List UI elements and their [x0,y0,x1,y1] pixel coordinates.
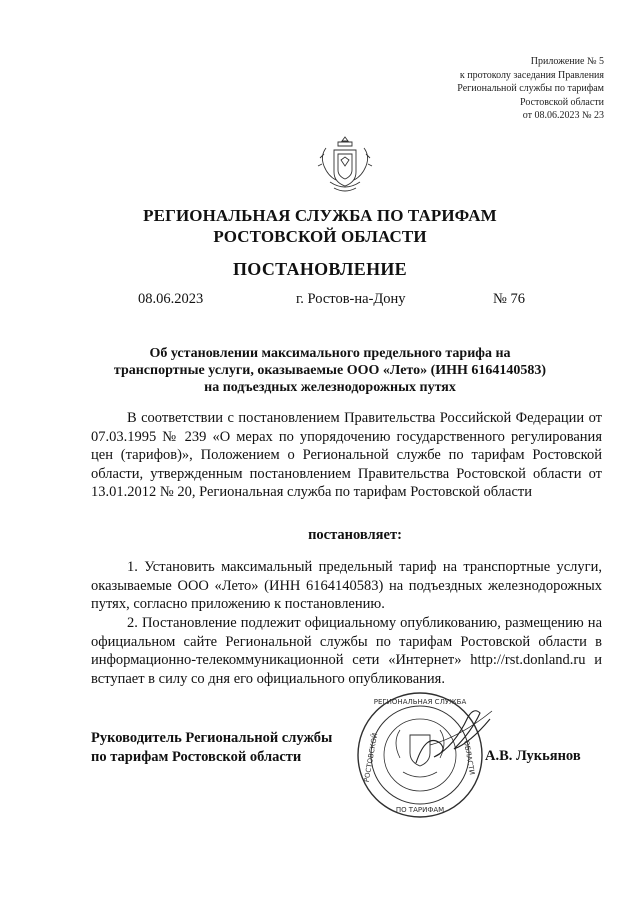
decree-word: постановляет: [308,527,402,543]
title-line: на подъездных железнодорожных путях [204,380,456,395]
document-city: г. Ростов-на-Дону [296,291,406,307]
signatory-position [91,729,332,767]
appendix-line: Ростовской области [520,96,604,108]
decree-item-2: 2. Постановление подлежит официальному опубликованию, размещению на официальном сайте Региональной службы по тарифам Ростовской области в информационно-телекоммуникационной сети «Интернет» http://rst.donland.ru и вступает в силу со дня его официального опубликования. [91,615,602,687]
document-type: ПОСТАНОВЛЕНИЕ [233,259,407,279]
agency-title-line: РОСТОВСКОЙ ОБЛАСТИ [213,227,427,246]
agency-title-line: РЕГИОНАЛЬНАЯ СЛУЖБА ПО ТАРИФАМ [143,206,497,225]
document-title [100,345,560,396]
svg-text:РОСТОВСКОЙ: РОСТОВСКОЙ [362,732,380,783]
decree-item-1: 1. Установить максимальный предельный тариф на транспортные услуги, оказываемые ООО «Лето» (ИНН 6164140583) на подъездных железнодорожных путях, согласно приложению к постановлению. [91,559,602,612]
document-date: 08.06.2023 [138,291,204,307]
position-line: Руководитель Региональной службы [91,730,333,746]
appendix-line: к протоколу заседания Правления [459,69,604,81]
agency-title [0,205,640,247]
svg-text:РЕГИОНАЛЬНАЯ СЛУЖБА: РЕГИОНАЛЬНАЯ СЛУЖБА [373,698,467,706]
title-line: Об установлении максимального предельного тарифа на [149,346,511,361]
position-line: по тарифам Ростовской области [91,749,302,765]
document-number: № 76 [493,291,525,307]
appendix-line: от 08.06.2023 № 23 [522,110,604,122]
preamble-paragraph: В соответствии с постановлением Правительства Российской Федерации от 07.03.1995 № 239 «О мерах по упорядочению государственного регулирования цен (тарифов)», Положением о Региональной службе по тарифам Ростовской области, утвержденным постановлением Правительства Ростовской области от 13.01.2012 № 20, Региональная служба по тарифам Ростовской области [91,410,602,500]
svg-text:ПО ТАРИФАМ: ПО ТАРИФАМ [395,806,445,814]
appendix-line: Региональной службы по тарифам [457,83,604,95]
appendix-line: Приложение № 5 [530,56,604,67]
svg-text:ОБЛАСТИ: ОБЛАСТИ [462,739,476,776]
coat-of-arms-icon [316,134,374,198]
signatory-name: А.В. Лукьянов [485,748,581,764]
appendix-note [384,55,604,123]
title-line: транспортные услуги, оказываемые ООО «Лето» (ИНН 6164140583) [113,363,547,378]
